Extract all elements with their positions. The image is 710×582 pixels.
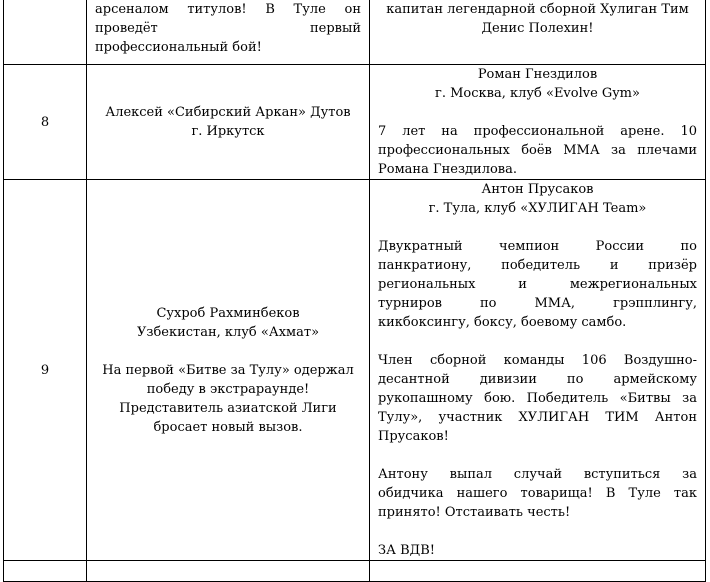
fighter-left-cell: [87, 0, 370, 65]
table-row: [4, 0, 706, 65]
fighter-left-cell: [87, 561, 370, 582]
fighter-name: Алексей «Сибирский Аркан» Дутов: [105, 105, 351, 120]
fighter-location: г. Иркутск: [191, 124, 265, 139]
fighter-desc-line: панкратиону, победитель и призёр: [378, 258, 697, 273]
table-row: [4, 561, 706, 582]
fight-number-cell: [4, 65, 87, 180]
fighter-right-cell: [370, 561, 706, 582]
fighter-desc-line: 7 лет на профессиональной арене. 10: [378, 124, 697, 139]
fighter-right-cell: [370, 180, 706, 561]
fighter-desc-line: Представитель азиатской Лиги: [119, 400, 337, 416]
fighter-desc-line: Двукратный чемпион России по: [378, 239, 697, 254]
fighter-desc-line: Денис Полехин!: [481, 21, 594, 36]
fighter-right-cell: [370, 65, 706, 180]
fighter-desc-line: проведёт первый: [95, 21, 361, 36]
fighter-left-cell: [87, 65, 370, 180]
fighter-name: Антон Прусаков: [481, 182, 594, 197]
fighter-desc-line: Член сборной команды 106 Воздушно-: [378, 353, 697, 368]
fighter-desc-line: десантной дивизии по армейскому: [378, 372, 697, 387]
fighter-desc-line: профессиональных боёв ММА за плечами: [378, 143, 697, 158]
fight-number-cell: [4, 561, 87, 582]
fights-table: [3, 0, 706, 582]
fighter-desc-line: ЗА ВДВ!: [378, 543, 435, 558]
fighter-desc-line: Антону выпал случай вступиться за: [378, 467, 697, 482]
fighter-right-cell: [370, 0, 706, 65]
fighter-name: Сухроб Рахминбеков: [156, 305, 300, 321]
fighter-desc-line: капитан легендарной сборной Хулиган Тим: [386, 2, 689, 17]
fighter-desc-line: арсеналом титулов! В Туле он: [95, 2, 361, 17]
fighter-desc-line: победу в экстрараунде!: [146, 381, 310, 397]
fighter-desc-line: Тулу», участник ХУЛИГАН ТИМ Антон: [378, 410, 697, 425]
fighter-desc-line: Прусаков!: [378, 429, 449, 444]
fighter-left-cell: [87, 180, 370, 561]
fighter-desc-line: профессиональный бой!: [95, 40, 262, 55]
fighter-desc-line: На первой «Битве за Тулу» одержал: [102, 362, 354, 378]
fight-number-cell: [4, 0, 87, 65]
fight-number: 8: [40, 114, 50, 130]
fight-number: 9: [40, 362, 50, 378]
fighter-name: Роман Гнездилов: [477, 67, 598, 82]
table-row: [4, 180, 706, 561]
fighter-location: Узбекистан, клуб «Ахмат»: [136, 324, 320, 340]
fighter-desc-line: кикбоксингу, боксу, боевому самбо.: [378, 315, 627, 330]
fighter-location: г. Москва, клуб «Evolve Gym»: [435, 86, 640, 101]
fighter-location: г. Тула, клуб «ХУЛИГАН Team»: [428, 201, 647, 216]
fighter-desc-line: рукопашному бою. Победитель «Битвы за: [378, 391, 697, 406]
fight-number-cell: [4, 180, 87, 561]
fighter-desc-line: Романа Гнездилова.: [378, 162, 517, 177]
fighter-desc-line: бросает новый вызов.: [153, 419, 303, 435]
fighter-desc-line: принято! Отстаивать честь!: [378, 505, 571, 520]
fighter-desc-line: региональных и межрегиональных: [378, 277, 697, 292]
table-row: [4, 65, 706, 180]
fighter-desc-line: обидчика нашего товарища! В Туле так: [378, 486, 697, 501]
fighter-desc-line: турниров по ММА, грэпплингу,: [378, 296, 697, 311]
